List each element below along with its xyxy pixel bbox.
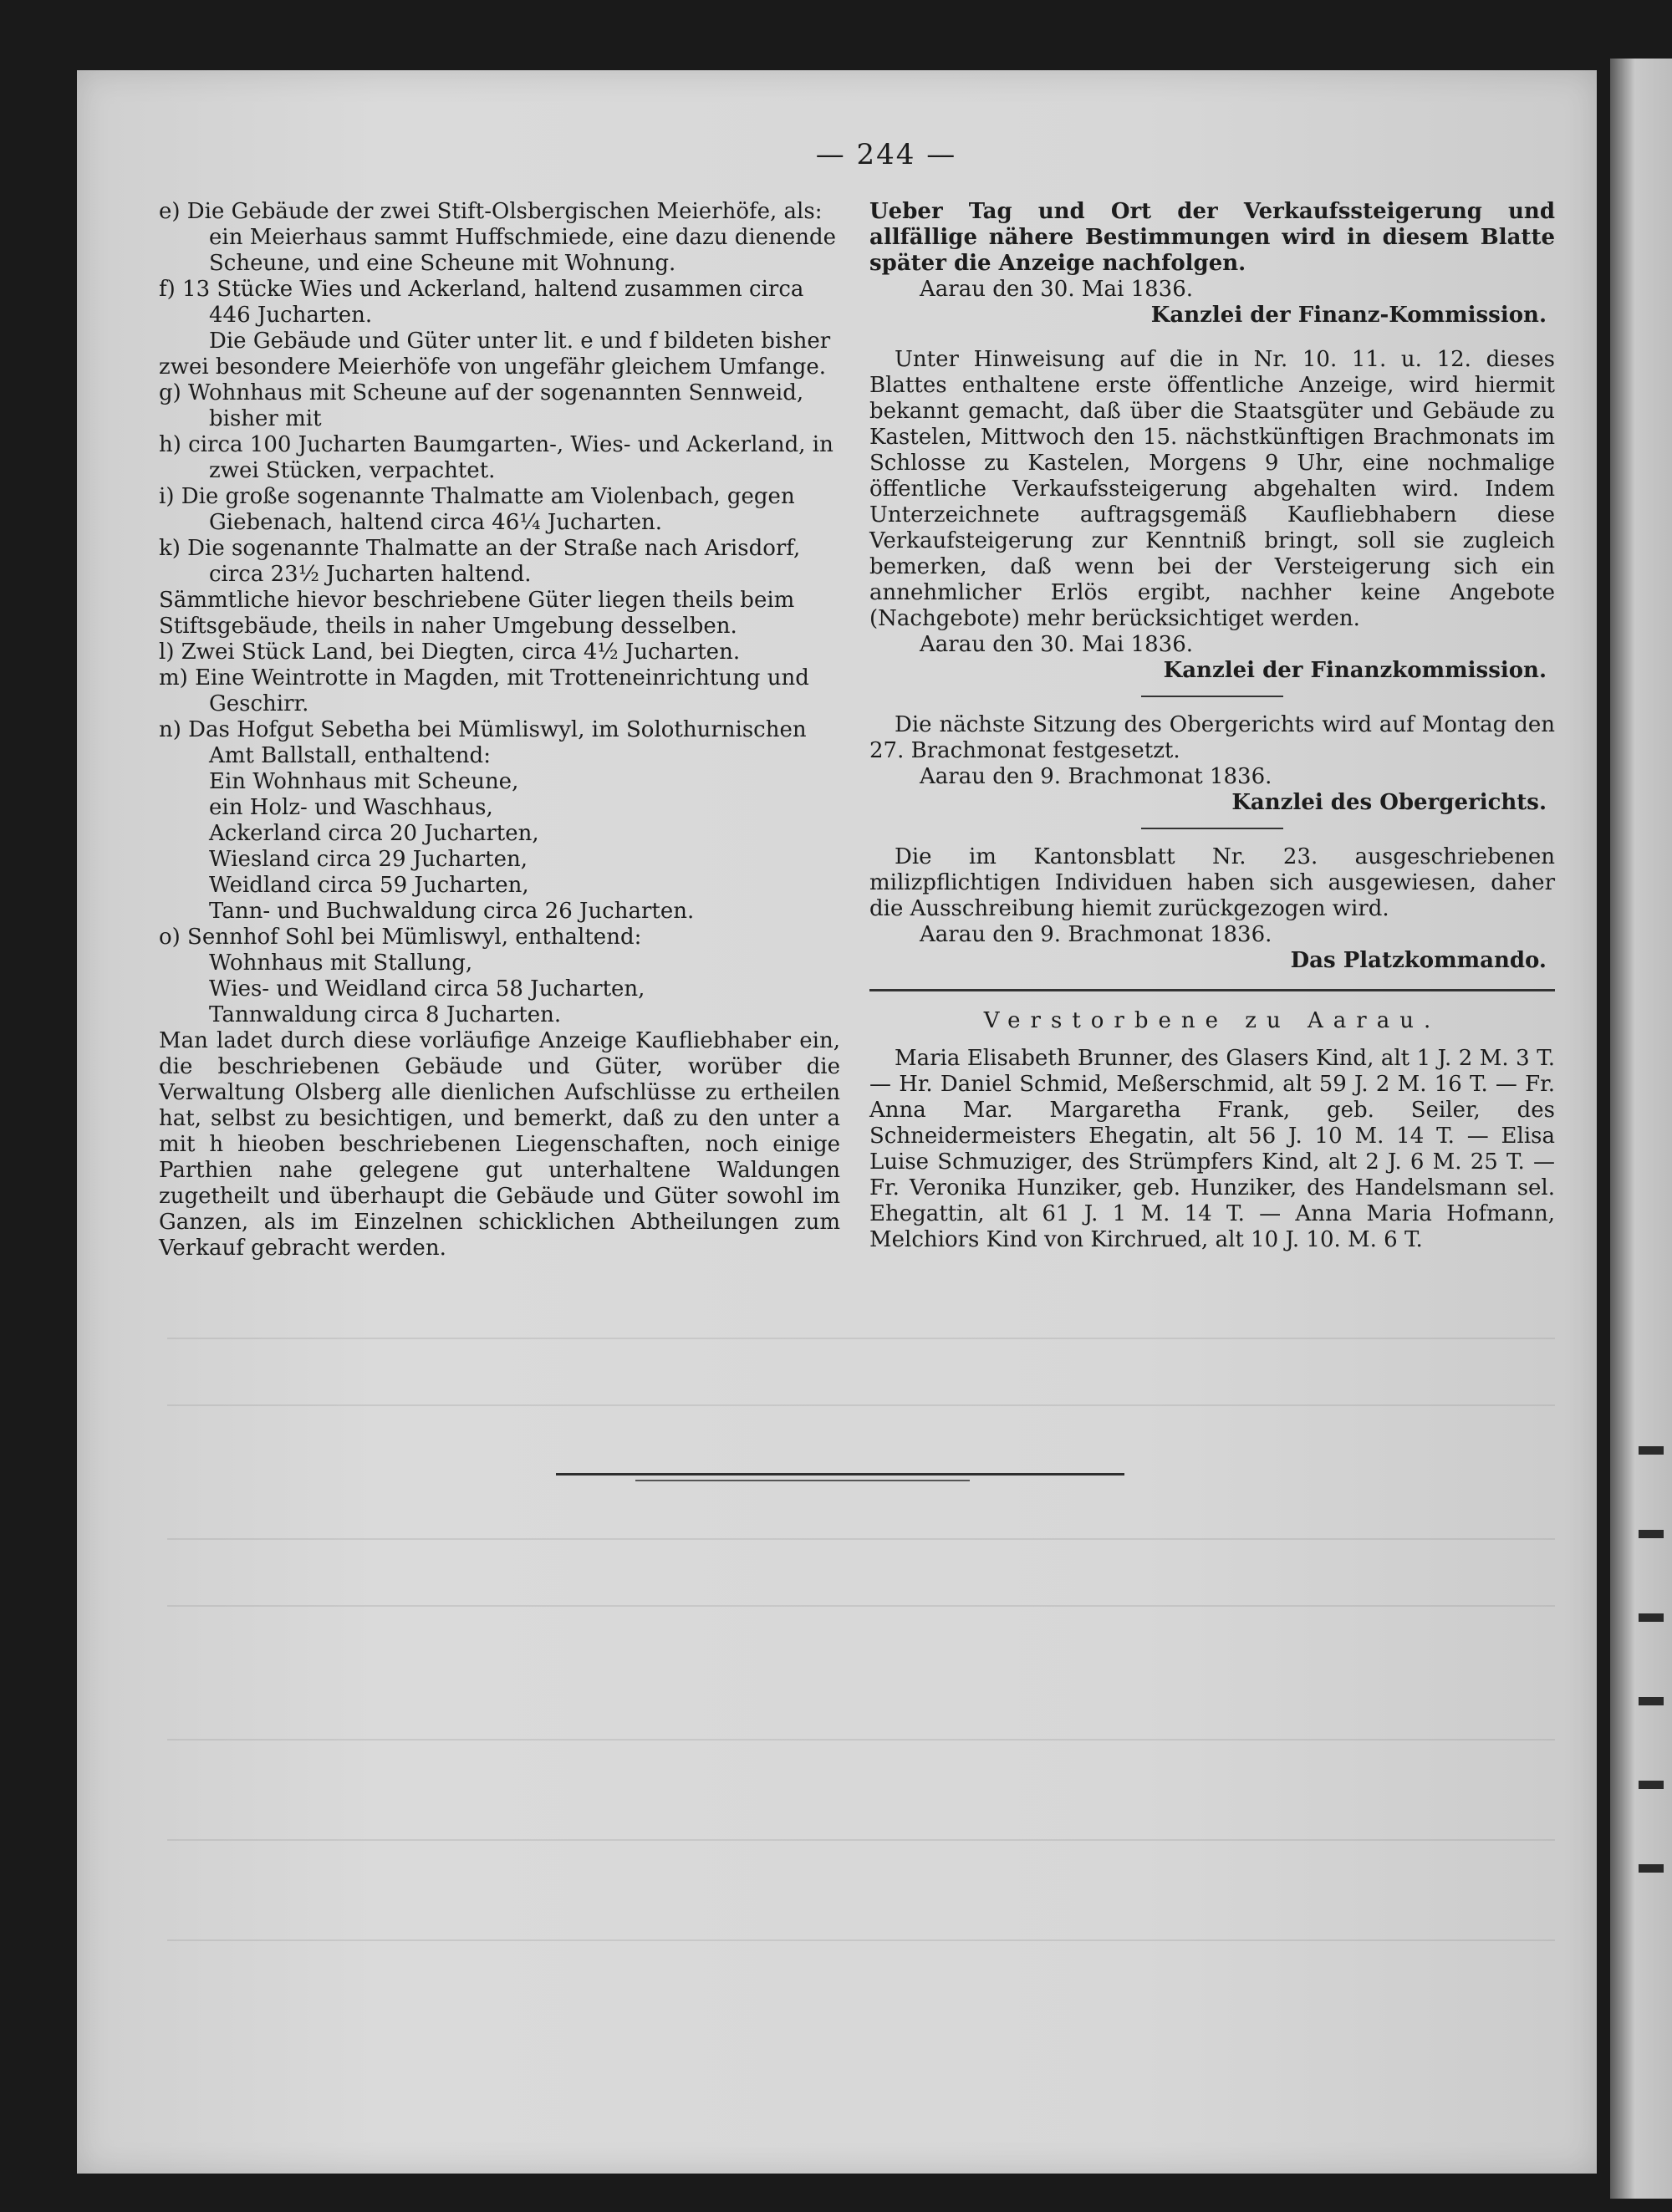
list-item-g: g) Wohnhaus mit Scheune auf der sogenannten Sennweid, bisher mit	[159, 380, 804, 431]
sub-item: ein Holz- und Waschhaus,	[209, 795, 493, 820]
list-item-m: m) Eine Weintrotte in Magden, mit Trotteneinrichtung und Geschirr.	[159, 665, 809, 716]
notice-date: Aarau den 30. Mai 1836.	[920, 632, 1194, 657]
list-item-i: i) Die große sogenannte Thalmatte am Violenbach, gegen Giebenach, haltend circa 46¼ Jucharten.	[159, 484, 795, 535]
paragraph-closing: Man ladet durch diese vorläufige Anzeige Kaufliebhaber ein, die beschriebenen Gebäude und Güter, worüber die Verwaltung Olsberg alle dienlichen Aufschlüsse zu ertheilen hat, selbst zu besichtigen, und bemerkt, daß zu den unter a mit h hieoben beschriebenen Liegenschaften, noch einige Parthien nahe gelegene gut unterhaltene Waldungen zugetheilt und überhaupt die Gebäude und Güter sowohl im Ganzen, als im Einzelnen schicklichen Abtheilungen zum Verkauf gebracht werden.	[159, 1028, 840, 1261]
notice-date: Aarau den 9. Brachmonat 1836.	[920, 922, 1272, 947]
notice-military-text: Die im Kantonsblatt Nr. 23. ausgeschriebenen milizpflichtigen Individuen haben sich ausgewiesen, daher die Ausschreibung hiemit zurückgezogen wird.	[869, 844, 1555, 921]
notice-kastelen-text: Unter Hinweisung auf die in Nr. 10. 11. u. 12. dieses Blattes enthaltene erste öffentliche Anzeige, wird hiermit bekannt gemacht, daß über die Staatsgüter und Gebäude zu Kastelen, Mittwoch den 15. nächstkünftigen Brachmonats im Schlosse zu Kastelen, Morgens 9 Uhr, eine nochmalige öffentliche Verkaufssteigerung abgehalten wird. Indem Unterzeichnete auftragsgemäß Kaufliebhabern diese Verkaufsteigerung zur Kenntniß bringt, soll sie zugleich bemerken, daß wenn bei der Versteigerung sich ein annehmlicher Erlös ergibt, nachher keine Angebote (Nachgebote) mehr berücksichtiget werden.	[869, 347, 1555, 631]
sub-item: Tannwaldung circa 8 Jucharten.	[209, 1002, 562, 1027]
section-divider	[869, 989, 1555, 991]
sub-item: Tann- und Buchwaldung circa 26 Jucharten.	[209, 899, 695, 924]
end-rule	[556, 1473, 1124, 1476]
left-column	[159, 199, 840, 1261]
notice-court-text: Die nächste Sitzung des Obergerichts wird auf Montag den 27. Brachmonat festgesetzt.	[869, 712, 1555, 763]
list-item-k: k) Die sogenannte Thalmatte an der Straße nach Arisdorf, circa 23½ Jucharten haltend.	[159, 536, 801, 587]
sub-item: Ackerland circa 20 Jucharten,	[209, 821, 539, 846]
separator	[1141, 828, 1283, 829]
notice-signature: Kanzlei der Finanz-Kommission.	[1150, 303, 1547, 328]
paragraph-summary: Sämmtliche hievor beschriebene Güter liegen theils beim Stiftsgebäude, theils in naher Umgebung desselben.	[159, 588, 795, 639]
list-item-h: h) circa 100 Jucharten Baumgarten-, Wies- und Ackerland, in zwei Stücken, verpachtet.	[159, 432, 833, 483]
adjacent-page-edge	[1610, 59, 1672, 2199]
notice-date: Aarau den 9. Brachmonat 1836.	[920, 764, 1272, 789]
sub-item: Ein Wohnhaus mit Scheune,	[209, 769, 519, 794]
list-item-e: e) Die Gebäude der zwei Stift-Olsbergischen Meierhöfe, als: ein Meierhaus sammt Huffschmiede, eine dazu dienende Scheune, und eine Scheune mit Wohnung.	[159, 199, 836, 276]
end-rule-thin	[635, 1480, 970, 1481]
page-number: — 244 —	[815, 138, 957, 171]
right-column	[869, 199, 1555, 1253]
list-item-n: n) Das Hofgut Sebetha bei Mümliswyl, im Solothurnischen Amt Ballstall, enthaltend:	[159, 717, 807, 768]
list-item-l: l) Zwei Stück Land, bei Diegten, circa 4½ Jucharten.	[159, 640, 741, 665]
notice-signature: Kanzlei des Obergerichts.	[1231, 790, 1547, 815]
notice-signature: Das Platzkommando.	[1290, 948, 1547, 973]
separator	[1141, 696, 1283, 697]
sub-item: Wiesland circa 29 Jucharten,	[209, 847, 528, 872]
list-item-o: o) Sennhof Sohl bei Mümliswyl, enthaltend:	[159, 925, 642, 950]
deaths-text: Maria Elisabeth Brunner, des Glasers Kind, alt 1 J. 2 M. 3 T. — Hr. Daniel Schmid, Meßerschmid, alt 59 J. 2 M. 16 T. — Fr. Anna Mar. Margaretha Frank, geb. Seiler, des Schneidermeisters Ehegatin, alt 56 J. 10 M. 14 T. — Elisa Luise Schmuziger, des Strümpfers Kind, alt 2 J. 6 M. 25 T. — Fr. Veronika Hunziker, geb. Hunziker, des Handelsmann sel. Ehegattin, alt 61 J. 1 M. 14 T. — Anna Maria Hofmann, Melchiors Kind von Kirchrued, alt 10 J. 10. M. 6 T.	[869, 1046, 1555, 1252]
sub-item: Wies- und Weidland circa 58 Jucharten,	[209, 976, 645, 1002]
notice-signature: Kanzlei der Finanzkommission.	[1163, 658, 1547, 683]
notice-sale-text: Ueber Tag und Ort der Verkaufssteigerung und allfällige nähere Bestimmungen wird in diesem Blatte später die Anzeige nachfolgen.	[869, 199, 1555, 276]
notice-date: Aarau den 30. Mai 1836.	[920, 277, 1194, 302]
sub-item: Weidland circa 59 Jucharten,	[209, 873, 529, 898]
list-item-f: f) 13 Stücke Wies und Ackerland, haltend zusammen circa 446 Jucharten.	[159, 277, 804, 328]
deaths-title: Verstorbene zu Aarau.	[983, 1008, 1441, 1033]
sub-item: Wohnhaus mit Stallung,	[209, 951, 473, 976]
paragraph-note: Die Gebäude und Güter unter lit. e und f bildeten bisher zwei besondere Meierhöfe von ungefähr gleichem Umfange.	[159, 329, 831, 380]
